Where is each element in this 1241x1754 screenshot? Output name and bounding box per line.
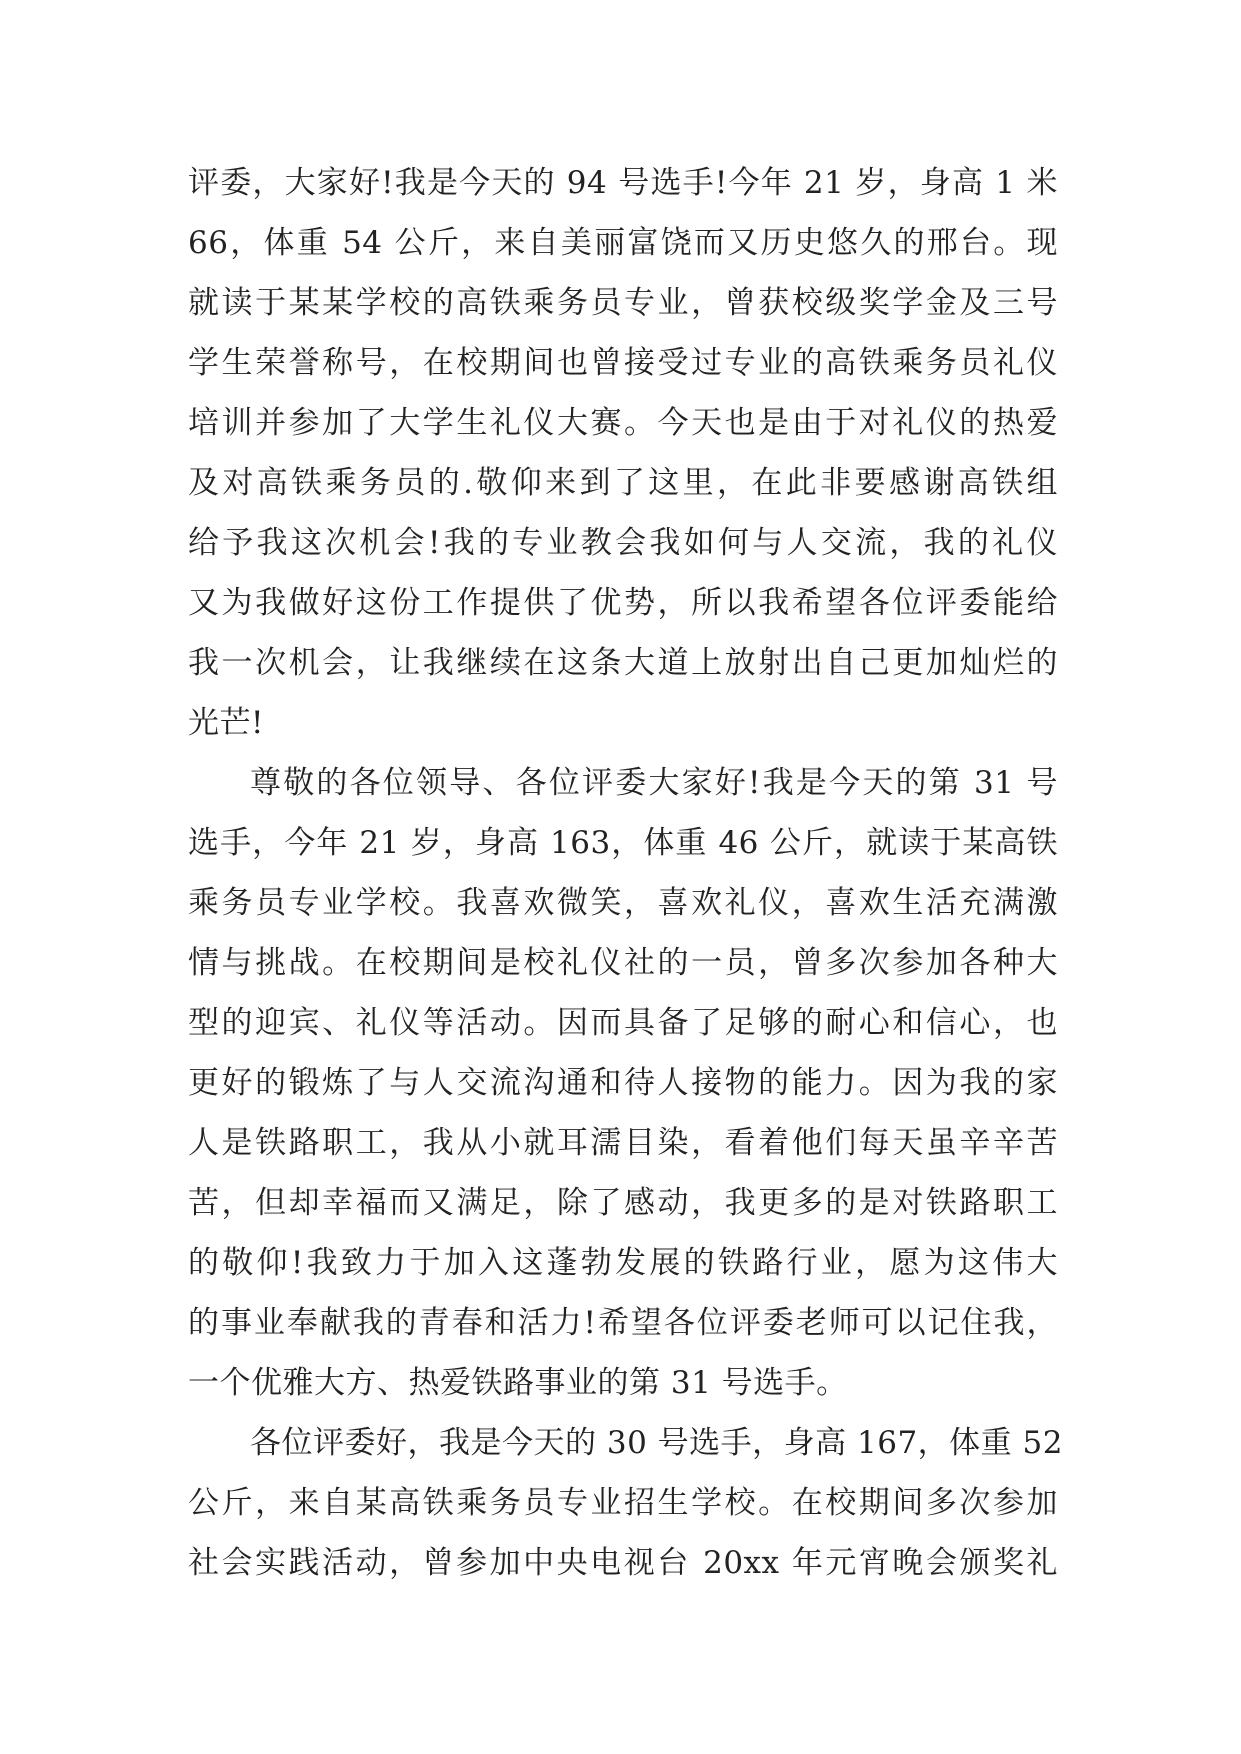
text-line: 又为我做好这份工作提供了优势，所以我希望各位评委能给 (188, 585, 1058, 621)
text-line: 社会实践活动，曾参加中央电视台 20xx 年元宵晚会颁奖礼 (188, 1545, 1058, 1581)
text-line: 情与挑战。在校期间是校礼仪社的一员，曾多次参加各种大 (188, 945, 1058, 981)
text-line: 的敬仰!我致力于加入这蓬勃发展的铁路行业，愿为这伟大 (188, 1245, 1058, 1281)
text-line: 公斤，来自某高铁乘务员专业招生学校。在校期间多次参加 (188, 1485, 1058, 1521)
text-line: 尊敬的各位领导、各位评委大家好!我是今天的第 31 号 (250, 765, 1058, 801)
text-line: 人是铁路职工，我从小就耳濡目染，看着他们每天虽辛辛苦 (188, 1125, 1058, 1161)
text-line: 光芒! (188, 705, 264, 741)
text-line: 选手，今年 21 岁，身高 163，体重 46 公斤，就读于某高铁 (188, 825, 1058, 861)
text-line: 评委，大家好!我是今天的 94 号选手!今年 21 岁，身高 1 米 (188, 165, 1058, 201)
text-line: 66，体重 54 公斤，来自美丽富饶而又历史悠久的邢台。现 (188, 225, 1058, 261)
text-line: 给予我这次机会!我的专业教会我如何与人交流，我的礼仪 (188, 525, 1058, 561)
text-line: 学生荣誉称号，在校期间也曾接受过专业的高铁乘务员礼仪 (188, 345, 1058, 381)
text-line: 更好的锻炼了与人交流沟通和待人接物的能力。因为我的家 (188, 1065, 1058, 1101)
text-line: 各位评委好，我是今天的 30 号选手，身高 167，体重 52 (250, 1425, 1063, 1461)
document-body (188, 153, 1063, 1593)
text-line: 就读于某某学校的高铁乘务员专业，曾获校级奖学金及三号 (188, 285, 1058, 321)
text-line: 乘务员专业学校。我喜欢微笑，喜欢礼仪，喜欢生活充满激 (188, 885, 1058, 921)
text-line: 及对高铁乘务员的.敬仰来到了这里，在此非要感谢高铁组 (188, 465, 1058, 501)
text-line: 苦，但却幸福而又满足，除了感动，我更多的是对铁路职工 (188, 1185, 1058, 1221)
text-line: 我一次机会，让我继续在这条大道上放射出自己更加灿烂的 (188, 645, 1058, 681)
text-line: 的事业奉献我的青春和活力!希望各位评委老师可以记住我， (188, 1305, 1058, 1341)
text-line: 培训并参加了大学生礼仪大赛。今天也是由于对礼仪的热爱 (188, 405, 1058, 441)
text-line: 型的迎宾、礼仪等活动。因而具备了足够的耐心和信心，也 (188, 1005, 1058, 1041)
text-line: 一个优雅大方、热爱铁路事业的第 31 号选手。 (188, 1365, 848, 1401)
